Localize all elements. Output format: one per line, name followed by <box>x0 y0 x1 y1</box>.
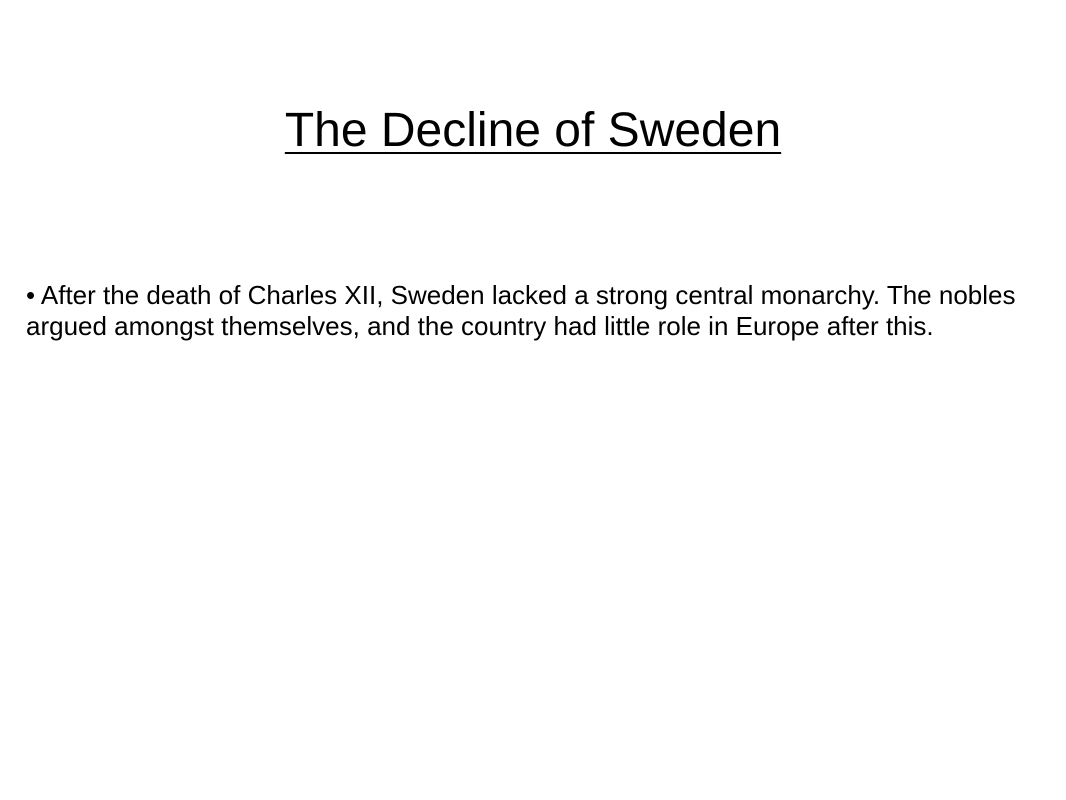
bullet-list <box>26 280 1046 342</box>
bullet-item: • After the death of Charles XII, Sweden lacked a strong central monarchy. The nobles argued amongst themselves, and the country had little role in Europe after this. <box>26 280 1016 341</box>
slide-title: The Decline of Sweden <box>284 104 782 157</box>
